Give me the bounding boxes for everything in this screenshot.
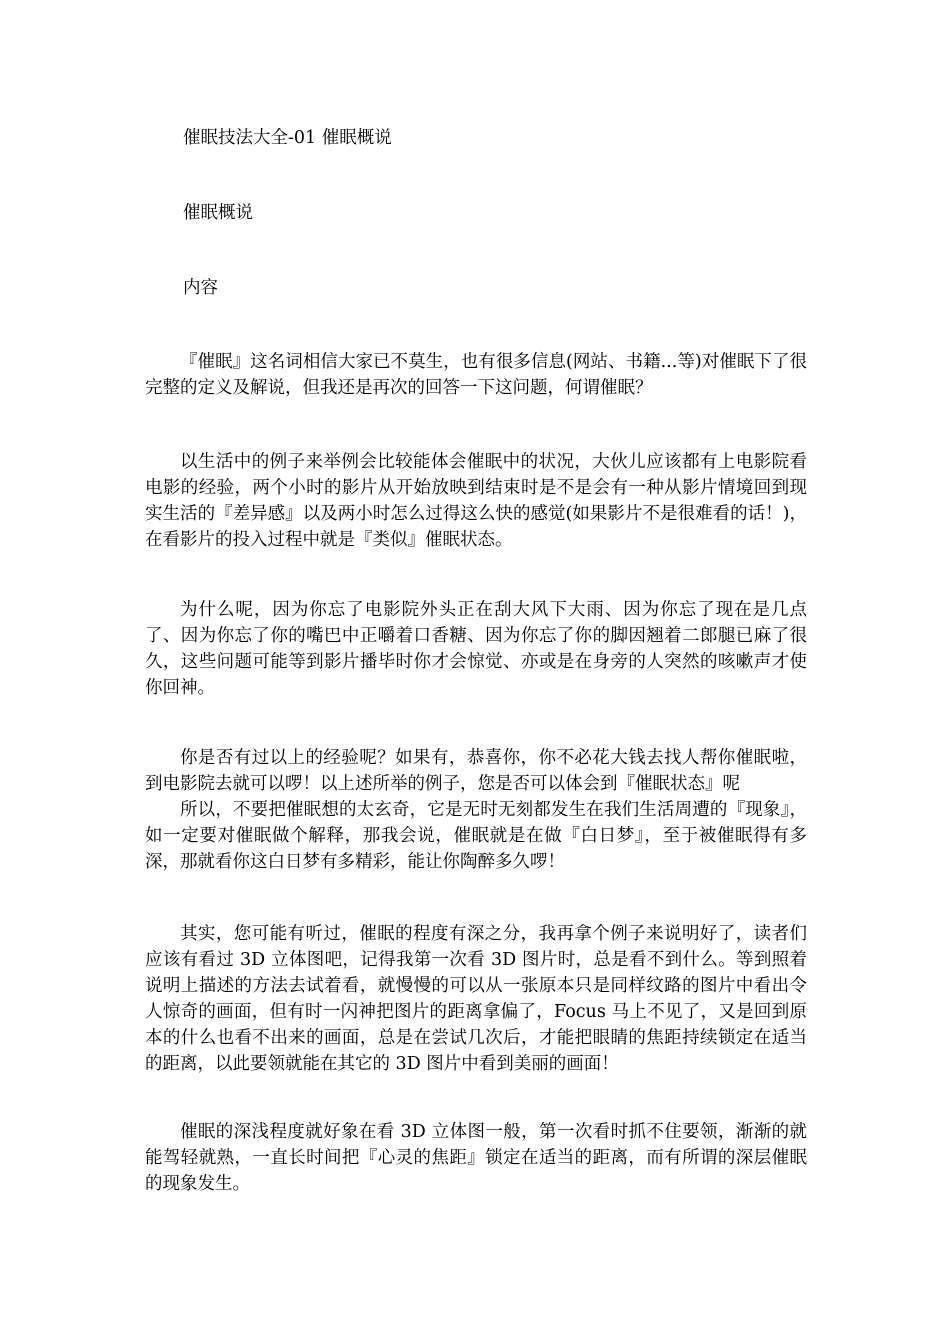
paragraph-definition: 『催眠』这名词相信大家已不莫生，也有很多信息(网站、书籍...等)对催眠下了很完整的定义及解说，但我还是再次的回答一下这问题，何谓催眠？: [145, 352, 807, 398]
paragraph-3d-example: 其实，您可能有听过，催眠的程度有深之分，我再拿个例子来说明好了，读者们应该有看过 3D 立体图吧，记得我第一次看 3D 图片时，总是看不到什么。等到照着说明上描述的方法去试着看，就慢慢的可以从一张原本只是同样纹路的图片中看出令人惊奇的画面，但有时一闪神把图片的距离拿偏了，Focus 马上不见了，又是回到原本的什么也看不出来的画面，总是在尝试几次后，才能把眼睛的焦距持续锁定在适当的距离，以此要领就能在其它的 3D 图片中看到美丽的画面！: [145, 924, 807, 1074]
paragraph-depth: 催眠的深浅程度就好象在看 3D 立体图一般，第一次看时抓不住要领，渐渐的就能驾轻就熟，一直长时间把『心灵的焦距』锁定在适当的距离，而有所谓的深层催眠的现象发生。: [145, 1122, 807, 1194]
paragraph-why: 为什么呢，因为你忘了电影院外头正在刮大风下大雨、因为你忘了现在是几点了、因为你忘了你的嘴巴中正嚼着口香糖、因为你忘了你的脚因翘着二郎腿已麻了很久，这些问题可能等到影片播毕时你才会惊觉、亦或是在身旁的人突然的咳嗽声才使你回神。: [145, 600, 807, 698]
document-title: 催眠技法大全-01 催眠概说: [183, 128, 392, 148]
paragraph-movie-example: 以生活中的例子来举例会比较能体会催眠中的状况，大伙儿应该都有上电影院看电影的经验，两个小时的影片从开始放映到结束时是不是会有一种从影片情境回到现实生活的『差异感』以及两小时怎么过得这么快的感觉(如果影片不是很难看的话！)，在看影片的投入过程中就是『类似』催眠状态。: [145, 452, 807, 550]
paragraph-experience: 你是否有过以上的经验呢？如果有，恭喜你，你不必花大钱去找人帮你催眠啦，到电影院去就可以啰！以上述所举的例子，您是否可以体会到『催眠状态』呢: [145, 748, 807, 794]
contents-label: 内容: [183, 278, 218, 298]
paragraph-daydream: 所以，不要把催眠想的太玄奇，它是无时无刻都发生在我们生活周遭的『现象』，如一定要对催眠做个解释，那我会说，催眠就是在做『白日梦』，至于被催眠得有多深，那就看你这白日梦有多精彩，能让你陶醉多久啰！: [145, 800, 807, 872]
section-title: 催眠概说: [183, 203, 253, 223]
